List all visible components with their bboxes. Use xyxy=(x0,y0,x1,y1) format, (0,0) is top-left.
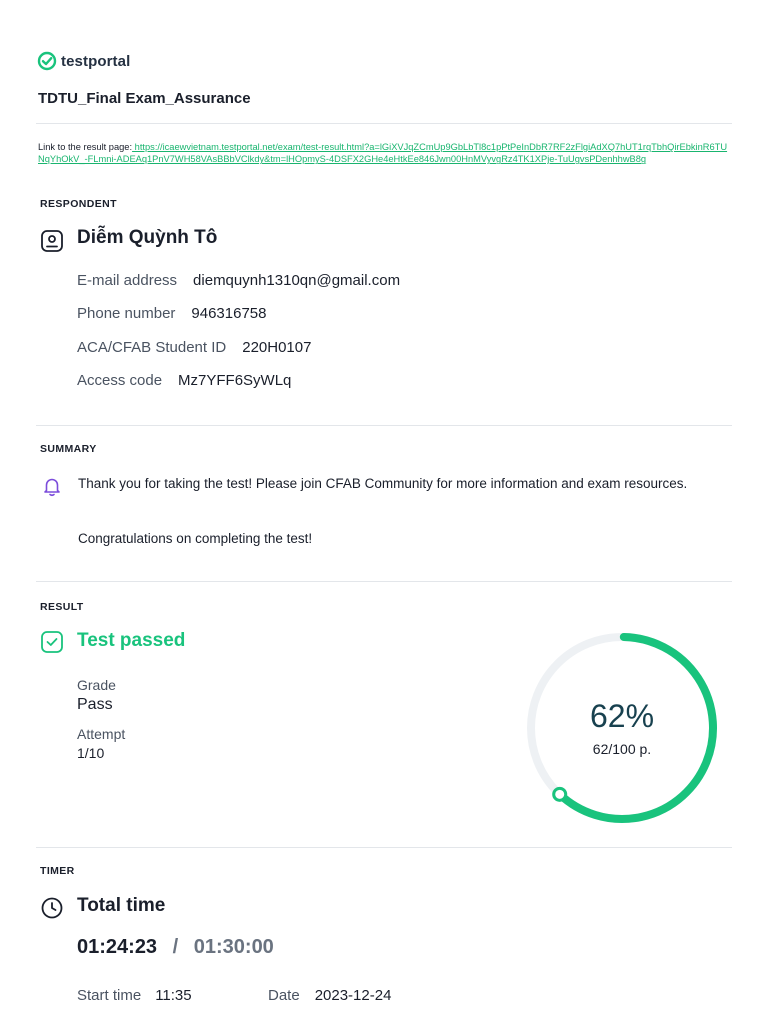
field-label: ACA/CFAB Student ID xyxy=(77,339,227,356)
field-student-id xyxy=(77,339,311,356)
respondent-name: Diễm Quỳnh Tô xyxy=(77,227,218,248)
field-label: Access code xyxy=(77,372,163,389)
brand-name: testportal xyxy=(61,52,131,70)
result-link-label: Link to the result page: xyxy=(38,142,133,152)
result-link[interactable]: https://icaewvietnam.testportal.net/exam/test-result.html?a=lGiXVJqZCmUp9GbLbTl8c1pPtPeInDbR7RF2zFlgiAdXQ7hUT1rqTbhQirEbkinR6TUNqYhOkV_-FLmni-ADEAq1PnV7WH58VAsBBbVClkdy&tm=lHOpmyS-4DSFX2GHe4eHtkEe846Jwn00HnMVyvgRz4TK1XPje-TuUgvsPDenhhwB8g xyxy=(38,142,728,165)
summary-congrats: Congratulations on completing the test! xyxy=(78,531,313,546)
score-percent: 62% xyxy=(589,698,655,734)
field-label: E-mail address xyxy=(77,272,178,289)
field-value: 220H0107 xyxy=(242,339,312,356)
summary-section-label: SUMMARY xyxy=(40,443,97,455)
time-separator: / xyxy=(172,936,179,958)
check-circle-logo-icon xyxy=(37,51,57,71)
attempt-value: 1/10 xyxy=(77,745,105,761)
start-time-label: Start time xyxy=(77,987,142,1004)
field-label: Phone number xyxy=(77,305,176,322)
field-value: 946316758 xyxy=(191,305,267,322)
timer-heading: Total time xyxy=(77,895,166,916)
start-time-row xyxy=(77,987,192,1004)
time-used: 01:24:23 xyxy=(77,936,158,958)
date-label: Date xyxy=(268,987,300,1004)
date-value: 2023-12-24 xyxy=(314,987,392,1004)
field-value: Mz7YFF6SyWLq xyxy=(178,372,292,389)
timer-section-label: TIMER xyxy=(40,865,75,877)
result-status: Test passed xyxy=(77,630,186,651)
field-access-code xyxy=(77,372,291,389)
field-phone xyxy=(77,305,267,322)
grade-value: Pass xyxy=(77,696,113,713)
respondent-section-label: RESPONDENT xyxy=(40,198,117,210)
divider xyxy=(36,123,732,124)
summary-message: Thank you for taking the test! Please join CFAB Community for more information and exam resources. xyxy=(78,476,688,491)
user-badge-icon xyxy=(40,229,64,253)
divider xyxy=(36,581,732,582)
exam-title: TDTU_Final Exam_Assurance xyxy=(38,90,251,107)
check-square-icon xyxy=(40,630,64,654)
clock-icon xyxy=(40,896,64,920)
timer-values xyxy=(77,936,274,959)
date-row xyxy=(268,987,391,1004)
time-limit: 01:30:00 xyxy=(193,936,274,958)
field-email xyxy=(77,272,400,289)
attempt-label: Attempt xyxy=(77,726,126,742)
testportal-logo xyxy=(37,51,130,71)
start-time-value: 11:35 xyxy=(155,987,192,1004)
score-points: 62/100 p. xyxy=(592,741,652,757)
field-value: diemquynh1310qn@gmail.com xyxy=(193,272,401,289)
bell-icon xyxy=(40,474,64,498)
donut-end-marker xyxy=(554,788,566,800)
divider xyxy=(36,847,732,848)
result-section-label: RESULT xyxy=(40,601,84,613)
divider xyxy=(36,425,732,426)
grade-label: Grade xyxy=(77,677,116,693)
result-link-block xyxy=(38,141,732,165)
